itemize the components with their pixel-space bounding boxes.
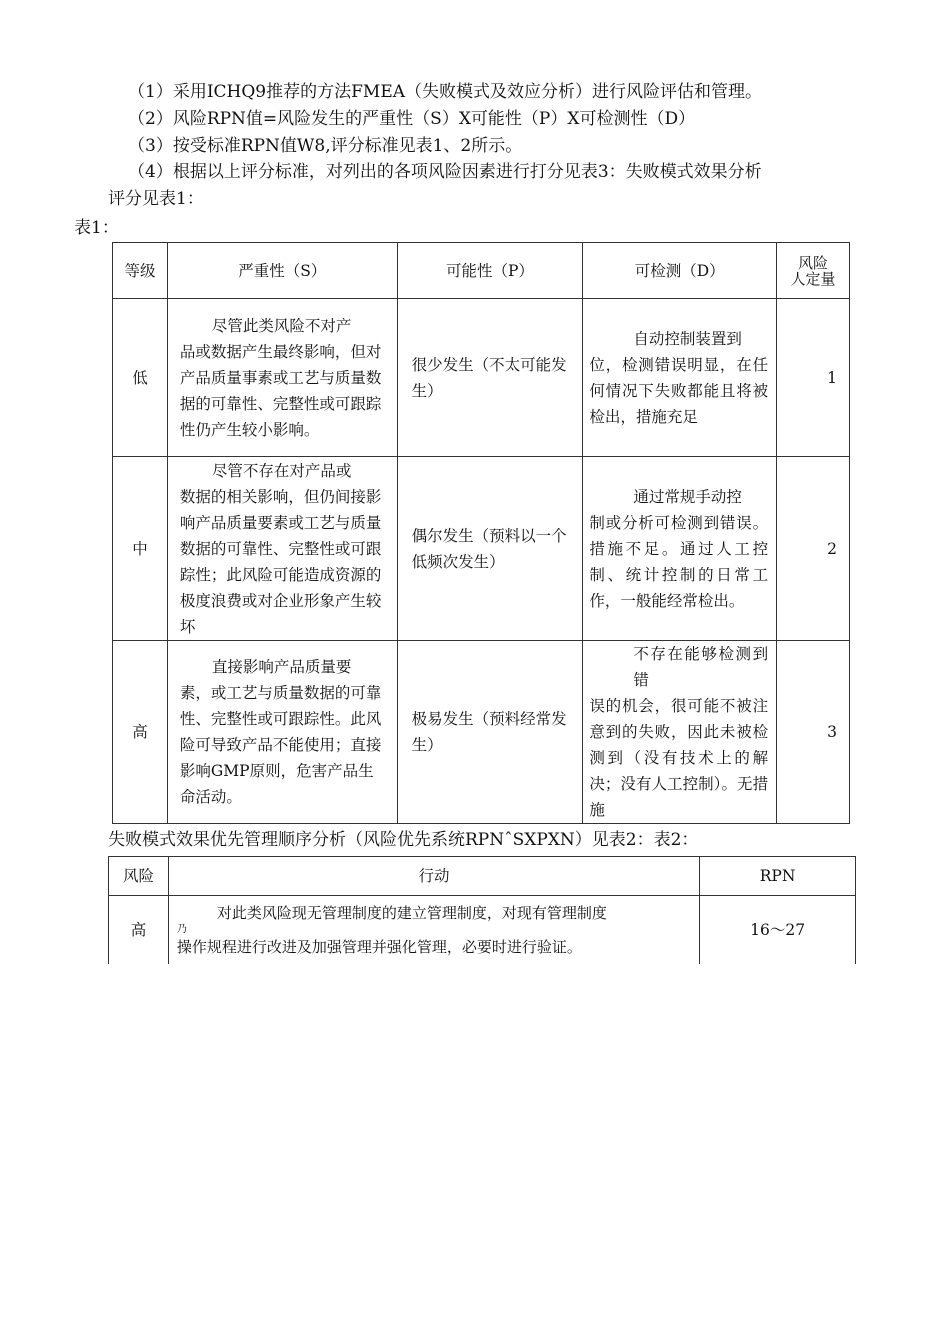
detectability-cell: 通过常规手动控 制或分析可检测到错误。措施不足。通过人工控制、统计控制的日常工作，一般能经常检出。 bbox=[583, 457, 777, 641]
header-severity: 严重性（S） bbox=[167, 243, 397, 299]
rpn-action-table bbox=[108, 856, 856, 964]
table-row bbox=[113, 299, 850, 457]
table1-header-row bbox=[113, 243, 850, 299]
grade-cell: 低 bbox=[113, 299, 168, 457]
header-detectability: 可检测（D） bbox=[583, 243, 777, 299]
table1-caption: 表1： bbox=[74, 218, 119, 238]
grade-cell: 高 bbox=[113, 641, 168, 824]
table2-header-row bbox=[109, 857, 856, 896]
score-cell: 3 bbox=[777, 641, 850, 824]
header-grade: 等级 bbox=[113, 243, 168, 299]
severity-cell: 直接影响产品质量要 素，或工艺与质量数据的可靠性、完整性或可跟踪性。此风险可导致产品不能使用；直接影响GMP原则，危害产品生命活动。 bbox=[167, 641, 397, 824]
intro-item-4: （4）根据以上评分标准，对列出的各项风险因素进行打分见表3：失败模式效果分析 bbox=[128, 162, 762, 182]
intro-item-3: （3）按受标准RPN值W8,评分标准见表1、2所示。 bbox=[128, 136, 523, 156]
header-risk: 风险 bbox=[109, 857, 169, 896]
table-row bbox=[113, 641, 850, 824]
intro-item-1: （1）采用ICHQ9推荐的方法FMEA（失败模式及效应分析）进行风险评估和管理。 bbox=[128, 82, 763, 102]
detectability-cell: 自动控制装置到 位，检测错误明显，在任何情况下失败都能且将被检出，措施充足 bbox=[583, 299, 777, 457]
risk-cell: 高 bbox=[109, 896, 169, 965]
possibility-cell: 偶尔发生（预料以一个低频次发生） bbox=[397, 457, 583, 641]
severity-cell: 尽管不存在对产品或 数据的相关影响，但仍间接影响产品质量要素或工艺与质量数据的可靠性、完整性或可跟踪性；此风险可能造成资源的极度浪费或对企业形象产生较坏 bbox=[167, 457, 397, 641]
intro-item-2: （2）风险RPN值=风险发生的严重性（S）X可能性（P）X可检测性（D） bbox=[128, 109, 696, 129]
header-possibility: 可能性（P） bbox=[397, 243, 583, 299]
detectability-cell: 不存在能够检测到错 误的机会，很可能不被注意到的失败，因此未被检测到（没有技术上的解决；没有人工控制）。无措施 bbox=[583, 641, 777, 824]
action-cell: 对此类风险现无管理制度的建立管理制度，对现有管理制度 乃 操作规程进行改进及加强管理并强化管理，必要时进行验证。 bbox=[168, 896, 699, 965]
possibility-cell: 很少发生（不太可能发生） bbox=[397, 299, 583, 457]
severity-cell: 尽管此类风险不对产 品或数据产生最终影响，但对产品质量事素或工艺与质量数据的可靠性、完整性或可跟踪性仍产生较小影响。 bbox=[167, 299, 397, 457]
rpn-cell: 16〜27 bbox=[700, 896, 856, 965]
header-risk-quantification: 风险 人定量 bbox=[777, 243, 850, 299]
header-action: 行动 bbox=[168, 857, 699, 896]
table-row bbox=[109, 896, 856, 965]
possibility-cell: 极易发生（预料经常发生） bbox=[397, 641, 583, 824]
table-row bbox=[113, 457, 850, 641]
header-rpn: RPN bbox=[700, 857, 856, 896]
scoring-criteria-table bbox=[112, 242, 850, 824]
score-cell: 1 bbox=[777, 299, 850, 457]
score-cell: 2 bbox=[777, 457, 850, 641]
grade-cell: 中 bbox=[113, 457, 168, 641]
intro-item-4-cont: 评分见表1： bbox=[108, 189, 204, 209]
table2-caption: 失败模式效果优先管理顺序分析（风险优先系统RPNˆSXPXN）见表2：表2： bbox=[108, 830, 699, 850]
